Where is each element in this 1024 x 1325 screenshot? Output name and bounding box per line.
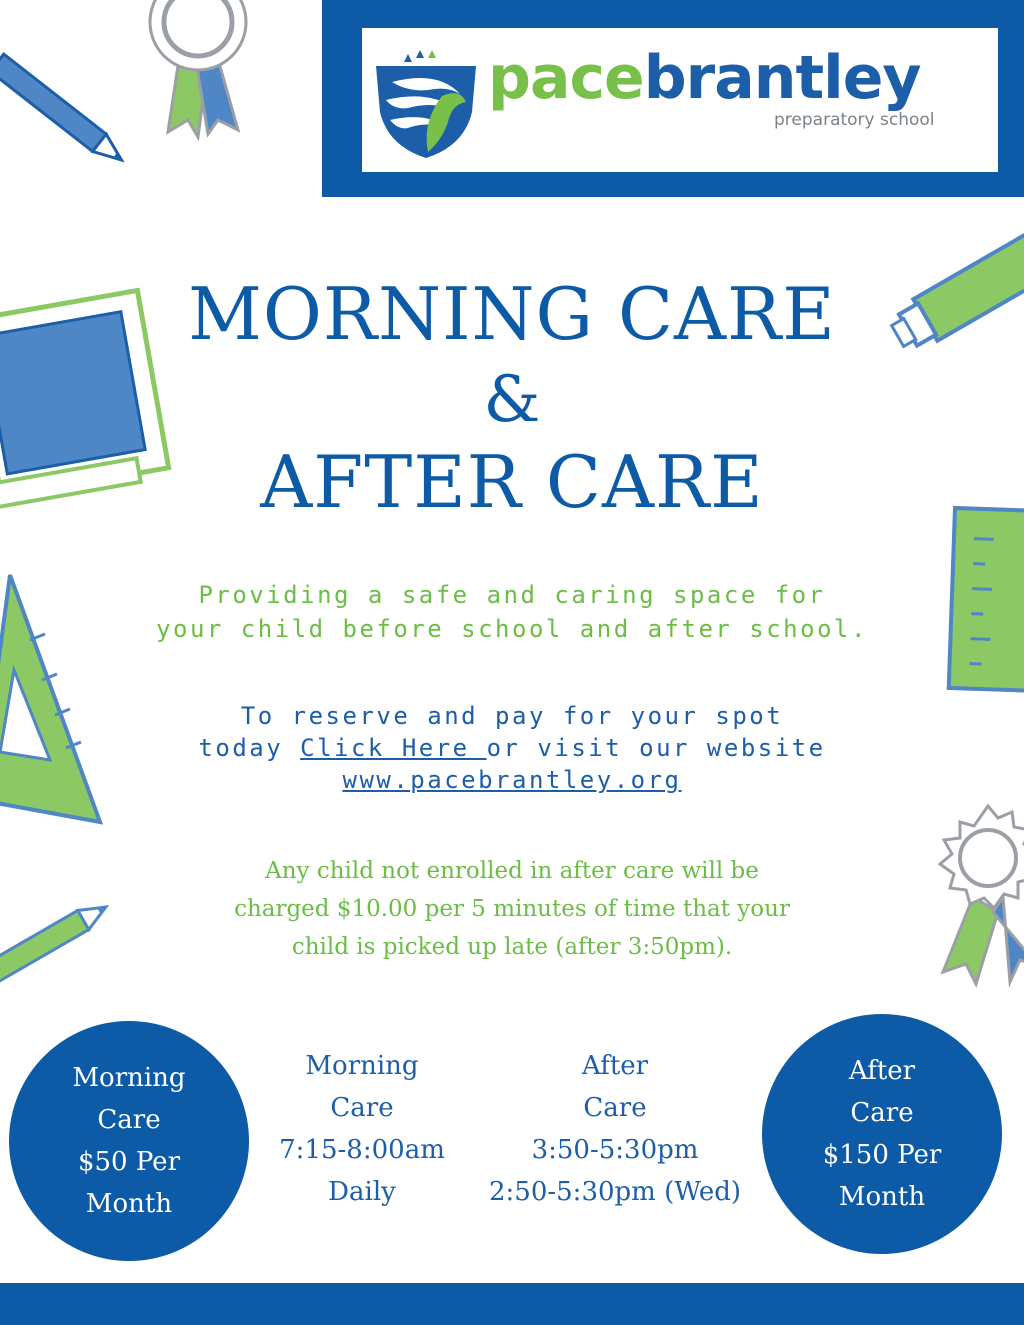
morning-sched-line-1: Morning: [305, 1051, 419, 1081]
intro-line-1: Providing a safe and caring space for: [198, 581, 826, 609]
logo-subtitle: preparatory school: [774, 110, 935, 130]
morning-price-line-4: Month: [85, 1189, 173, 1219]
logo-frame: [322, 0, 1024, 197]
reserve-text: [0, 700, 1024, 796]
reserve-prefix: today: [198, 734, 301, 762]
reserve-suffix: or visit our website: [486, 734, 826, 762]
morning-price-line-3: $50 Per: [77, 1147, 181, 1177]
after-price-line-2: Care: [850, 1098, 914, 1128]
click-here-link[interactable]: Click Here: [300, 734, 487, 762]
intro-line-2: your child before school and after school.: [156, 615, 868, 643]
morning-sched-line-2: Care: [330, 1093, 394, 1123]
after-sched-line-1: After: [581, 1051, 649, 1081]
morning-sched-line-4: Daily: [328, 1177, 396, 1207]
website-link[interactable]: www.pacebrantley.org: [342, 766, 682, 794]
late-line-3: child is picked up late (after 3:50pm).: [291, 934, 733, 960]
reserve-line-3: [0, 764, 1024, 796]
late-line-1: Any child not enrolled in after care will be: [265, 858, 759, 884]
after-sched-line-3: 3:50-5:30pm: [531, 1135, 699, 1165]
headline-after-care: AFTER CARE: [260, 440, 764, 524]
after-care-price-badge: [762, 1014, 1002, 1254]
intro-text: [0, 578, 1024, 646]
headline-morning-care: MORNING CARE: [188, 272, 836, 356]
late-pickup-notice: [0, 852, 1024, 966]
reserve-line-1: To reserve and pay for your spot: [240, 702, 784, 730]
reserve-line-2: [0, 732, 1024, 764]
logo: [362, 28, 998, 172]
after-sched-line-2: Care: [583, 1093, 647, 1123]
morning-sched-line-3: 7:15-8:00am: [279, 1135, 445, 1165]
after-price-line-4: Month: [838, 1182, 926, 1212]
after-sched-line-4: 2:50-5:30pm (Wed): [488, 1177, 742, 1207]
morning-care-price-badge: [9, 1021, 249, 1261]
eagle-shield-icon: [368, 42, 488, 162]
after-care-schedule: [470, 1045, 760, 1213]
headline-ampersand: &: [483, 363, 541, 437]
morning-care-schedule: [262, 1045, 462, 1213]
late-line-2: charged $10.00 per 5 minutes of time that your: [234, 896, 790, 922]
after-price-line-3: $150 Per: [822, 1140, 942, 1170]
ribbon-medal-icon: [150, 0, 246, 137]
logo-word-brantley: brantley: [643, 43, 921, 113]
after-price-line-1: After: [848, 1056, 916, 1086]
morning-price-line-2: Care: [97, 1105, 161, 1135]
pencil-icon: [0, 54, 128, 169]
footer-bar: [0, 1283, 1024, 1325]
logo-wordmark: [488, 43, 921, 113]
morning-price-line-1: Morning: [72, 1063, 186, 1093]
logo-word-pace: pace: [488, 43, 644, 113]
